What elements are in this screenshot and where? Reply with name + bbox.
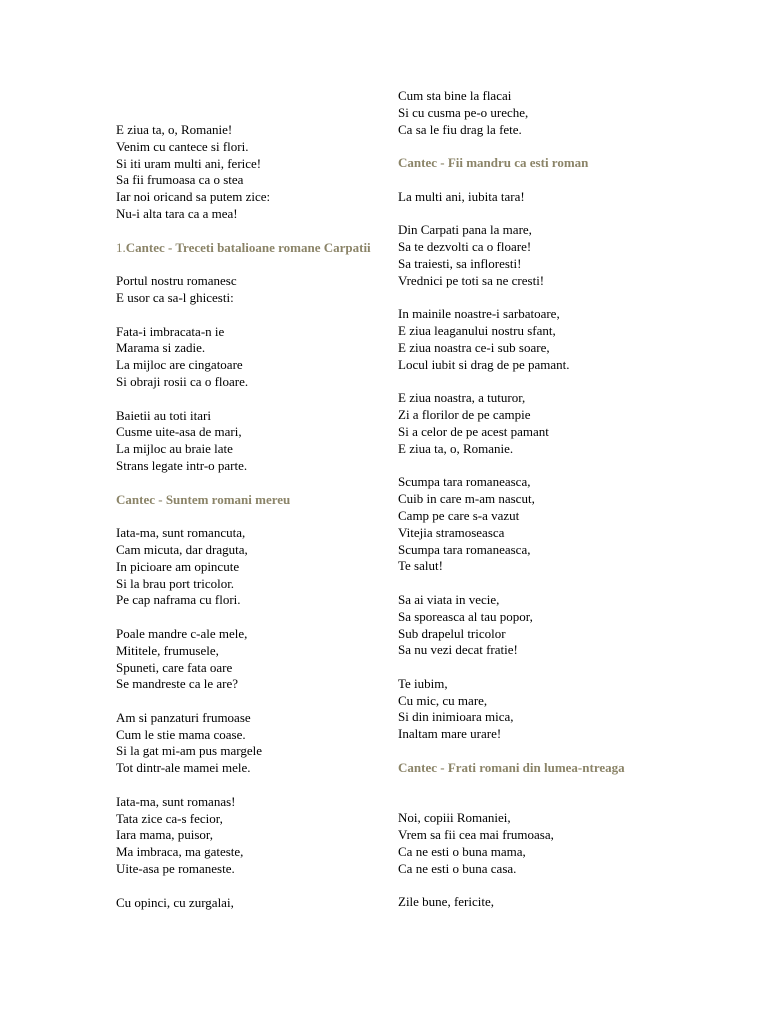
poem-line: E ziua noastra, a tuturor,: [398, 390, 526, 406]
stanza: [116, 408, 374, 475]
poem-line: Se mandreste ca le are?: [116, 676, 238, 692]
poem-line: E ziua noastra ce-i sub soare,: [398, 339, 550, 355]
poem-line: Zi a florilor de pe campie: [398, 407, 531, 423]
poem-line: E usor ca sa-l ghicesti:: [116, 289, 234, 305]
heading-number: 1.: [116, 239, 126, 255]
poem-line: Si obraji rosii ca o floare.: [116, 373, 249, 389]
poem-line: Tata zice ca-s fecior,: [116, 810, 223, 826]
heading-cantec-2: Cantec - Suntem romani mereu: [116, 491, 291, 507]
poem-line: Portul nostru romanesc: [116, 273, 237, 289]
poem-line: Strans legate intr-o parte.: [116, 457, 248, 473]
poem-line: Am si panzaturi frumoase: [116, 709, 251, 725]
poem-line: La mijloc are cingatoare: [116, 357, 243, 373]
poem-line: Poale mandre c-ale mele,: [116, 625, 248, 641]
stanza: [116, 794, 374, 878]
stanza: [116, 273, 374, 307]
poem-line: Cu mic, cu mare,: [398, 692, 488, 708]
poem-line: Marama si zadie.: [116, 340, 206, 356]
poem-line: Sa fii frumoasa ca o stea: [116, 172, 244, 188]
poem-line: Cuib in care m-am nascut,: [398, 491, 535, 507]
poem-line: Sa sporeasca al tau popor,: [398, 608, 533, 624]
poem-line: Vrem sa fii cea mai frumoasa,: [398, 827, 554, 843]
poem-line: Ca sa le fiu drag la fete.: [398, 121, 522, 137]
stanza: [398, 306, 652, 373]
poem-line: Si din inimioara mica,: [398, 709, 514, 725]
poem-line: Scumpa tara romaneasca,: [398, 541, 531, 557]
poem-line: Venim cu cantece si flori.: [116, 138, 249, 154]
stanza: [398, 88, 652, 138]
poem-line: Din Carpati pana la mare,: [398, 222, 532, 238]
poem-line: Sa te dezvolti ca o floare!: [398, 239, 532, 255]
poem-line: Sa ai viata in vecie,: [398, 591, 500, 607]
poem-line: Fata-i imbracata-n ie: [116, 323, 225, 339]
poem-line: Cu opinci, cu zurgalai,: [116, 894, 234, 910]
poem-line: Spuneti, care fata oare: [116, 659, 233, 675]
stanza: [398, 474, 652, 575]
poem-line: Si iti uram multi ani, ferice!: [116, 155, 262, 171]
heading-cantec-4: Cantec - Frati romani din lumea-ntreaga: [398, 759, 625, 775]
poem-line: Scumpa tara romaneasca,: [398, 474, 531, 490]
poem-line: Cam micuta, dar draguta,: [116, 541, 248, 557]
poem-line: Si a celor de pe acest pamant: [398, 423, 549, 439]
right-column: [398, 88, 652, 911]
poem-line: In mainile noastre-i sarbatoare,: [398, 306, 560, 322]
poem-line: Mititele, frumusele,: [116, 642, 219, 658]
poem-line: E ziua ta, o, Romanie!: [116, 122, 233, 137]
poem-line: E ziua ta, o, Romanie.: [398, 440, 514, 456]
stanza: [116, 626, 374, 693]
stanza: [398, 390, 652, 457]
poem-line: Iata-ma, sunt romancuta,: [116, 525, 246, 541]
poem-line: Te iubim,: [398, 675, 448, 691]
poem-line: E ziua leaganului nostru sfant,: [398, 323, 556, 339]
stanza: [398, 592, 652, 659]
poem-line: Cusme uite-asa de mari,: [116, 424, 242, 440]
poem-line: Sa traiesti, sa infloresti!: [398, 255, 522, 271]
stanza: [116, 710, 374, 777]
poem-line: Pe cap naframa cu flori.: [116, 592, 241, 608]
poem-line: Iata-ma, sunt romanas!: [116, 793, 236, 809]
stanza: [398, 810, 652, 877]
poem-line: Uite-asa pe romaneste.: [116, 861, 235, 877]
stanza: [116, 324, 374, 391]
stanza: [398, 189, 652, 206]
heading-cantec-1: [116, 240, 374, 257]
poem-line: Si cu cusma pe-o ureche,: [398, 104, 529, 120]
poem-line: Si la gat mi-am pus margele: [116, 743, 262, 759]
heading-cantec-3: Cantec - Fii mandru ca esti roman: [398, 155, 589, 171]
left-column: [116, 122, 374, 911]
poem-line: Sub drapelul tricolor: [398, 625, 506, 641]
poem-line: Te salut!: [398, 558, 443, 574]
stanza: [116, 525, 374, 609]
poem-line: Zile bune, fericite,: [398, 894, 495, 910]
poem-line: La multi ani, iubita tara!: [398, 188, 525, 204]
stanza: [398, 894, 652, 911]
poem-line: Inaltam mare urare!: [398, 726, 502, 742]
stanza: [116, 122, 374, 223]
poem-line: Camp pe care s-a vazut: [398, 507, 520, 523]
poem-line: La mijloc au braie late: [116, 441, 233, 457]
poem-line: Ca ne esti o buna mama,: [398, 843, 526, 859]
poem-line: Cum le stie mama coase.: [116, 726, 246, 742]
poem-line: Vitejia stramoseasca: [398, 524, 505, 540]
poem-line: Sa nu vezi decat fratie!: [398, 642, 518, 658]
poem-line: Noi, copiii Romaniei,: [398, 810, 511, 826]
poem-line: Cum sta bine la flacai: [398, 88, 512, 103]
poem-line: Iar noi oricand sa putem zice:: [116, 189, 271, 205]
poem-line: Baietii au toti itari: [116, 407, 211, 423]
stanza: [116, 895, 374, 912]
poem-line: Ca ne esti o buna casa.: [398, 860, 517, 876]
stanza: [398, 222, 652, 289]
poem-line: Si la brau port tricolor.: [116, 575, 235, 591]
poem-line: Ma imbraca, ma gateste,: [116, 844, 244, 860]
poem-line: Nu-i alta tara ca a mea!: [116, 205, 238, 221]
poem-line: Vrednici pe toti sa ne cresti!: [398, 272, 545, 288]
stanza: [398, 676, 652, 743]
poem-line: Iara mama, puisor,: [116, 827, 213, 843]
poem-line: Tot dintr-ale mamei mele.: [116, 760, 251, 776]
poem-line: Locul iubit si drag de pe pamant.: [398, 356, 570, 372]
heading-text: Cantec - Treceti batalioane romane Carpatii: [125, 239, 371, 255]
poem-line: In picioare am opincute: [116, 558, 240, 574]
